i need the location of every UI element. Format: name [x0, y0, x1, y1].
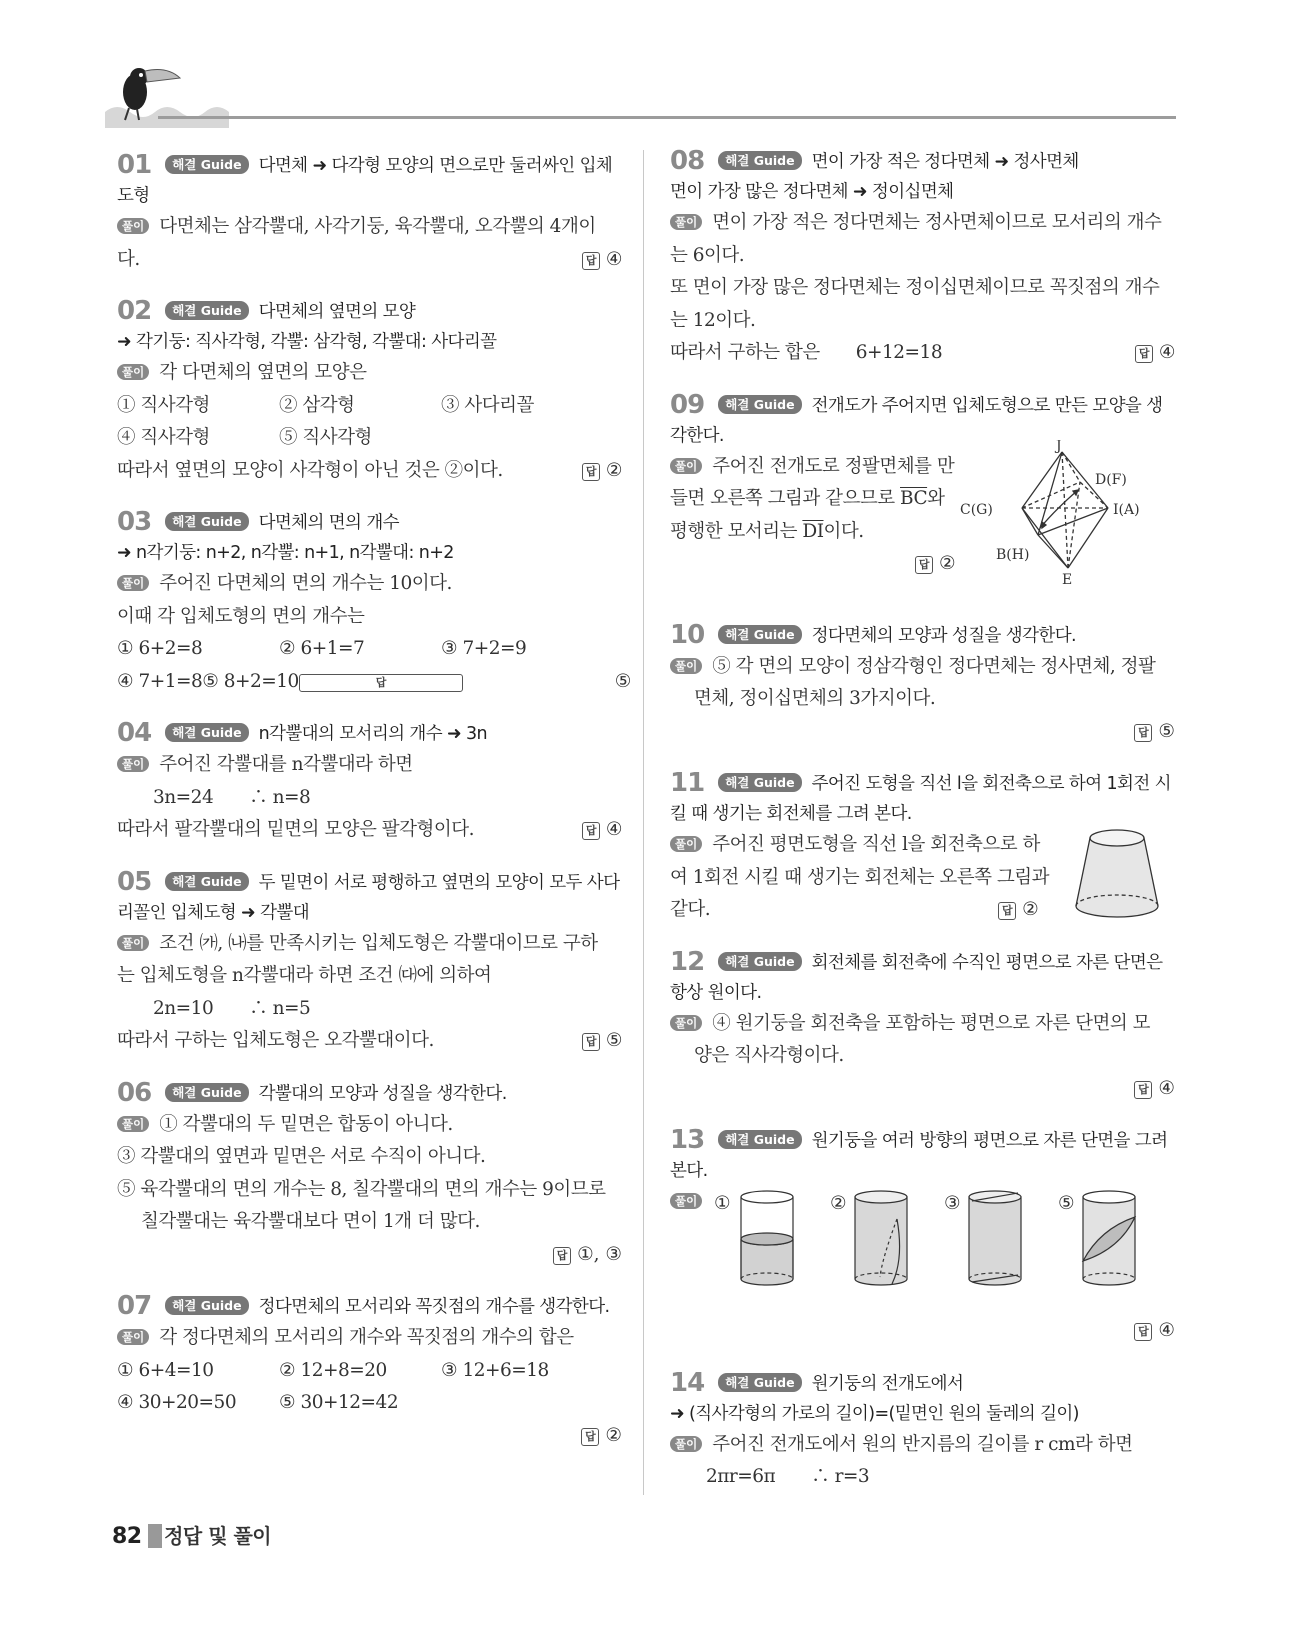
right-column: [670, 146, 1175, 1494]
guide-text: ➜ 각기둥: 직사각형, 각뿔: 삼각형, 각뿔대: 사다리꼴: [117, 332, 497, 352]
solution-badge: 풀이: [117, 364, 149, 380]
answer-value: ④: [1158, 342, 1175, 363]
guide-text: ➜ (직사각형의 가로의 길이)=(밑면인 원의 둘레의 길이): [670, 1403, 1079, 1424]
option-1: ① 직사각형: [117, 394, 210, 416]
vertex-label-df: D(F): [1095, 471, 1127, 488]
solution-text: 다면체는 삼각뿔대, 사각기둥, 육각뿔대, 오각뿔의 4개이: [159, 216, 596, 237]
footer-label: 정답 및 풀이: [148, 1524, 271, 1548]
problem-number: 03: [117, 507, 152, 537]
problem-number: 05: [117, 866, 152, 897]
octahedron-figure: [960, 440, 1175, 600]
guide-text: n각뿔대의 모서리의 개수 ➜ 3n: [258, 724, 488, 744]
guide-text: 다면체의 면의 개수: [258, 513, 399, 533]
problem-number: 10: [670, 619, 705, 650]
solution-text: 주어진 다면체의 면의 개수는 10이다.: [159, 573, 452, 594]
guide-text: 면이 가장 많은 정다면체 ➜ 정이십면체: [670, 182, 954, 202]
guide-badge: 해결 Guide: [718, 773, 801, 792]
solution-text: 면이 가장 적은 정다면체는 정사면체이므로 모서리의 개수: [712, 212, 1162, 233]
solution-text: 는 입체도형을 n각뿔대라 하면 조건 ㈐에 의하여: [117, 965, 492, 986]
answer-icon: 답: [1134, 1081, 1152, 1099]
guide-text: 원기둥을 여러 방향의 평면으로 자른 단면을 그려: [811, 1131, 1168, 1151]
problem-14: [670, 1368, 1175, 1494]
solution-text: 다.: [117, 248, 140, 270]
guide-badge: 해결 Guide: [165, 1296, 248, 1315]
problem-number: 09: [670, 389, 705, 420]
answer-icon: 답: [915, 556, 933, 574]
choice-3-label: ③: [944, 1193, 961, 1214]
answer-icon: 답: [582, 822, 600, 840]
option-2: ② 6+1=7: [279, 638, 365, 659]
problem-08: [670, 146, 1175, 370]
solution-text: 조건 ㈎, ㈏를 만족시키는 입체도형은 각뿔대이므로 구하: [159, 932, 598, 954]
guide-badge: 해결 Guide: [165, 872, 248, 891]
guide-text: 주어진 도형을 직선 l을 회전축으로 하여 1회전 시: [811, 774, 1171, 794]
problem-01: [117, 150, 622, 276]
solution-badge: 풀이: [117, 218, 149, 234]
left-column: [117, 150, 631, 1452]
cylinder-cut-3-figure: [966, 1189, 1026, 1289]
answer-icon: 답: [553, 1247, 571, 1265]
solution-text: 주어진 평면도형을 직선 l을 회전축으로 하: [712, 834, 1040, 855]
solution-text: 는 12이다.: [670, 309, 756, 331]
solution-text: 들면 오른쪽 그림과 같으므로: [670, 488, 895, 509]
vertex-label-j: J: [1056, 439, 1062, 454]
solution-text: 양은 직사각형이다.: [694, 1045, 844, 1066]
solution-text: ④ 원기둥을 회전축을 포함하는 평면으로 자른 단면의 모: [712, 1012, 1151, 1034]
option-2: ② 12+8=20: [279, 1359, 387, 1381]
solution-badge: 풀이: [670, 214, 702, 230]
problem-03: [117, 507, 631, 698]
option-5: ⑤ 30+12=42: [279, 1392, 399, 1413]
problem-number: 14: [670, 1367, 705, 1398]
solution-badge: 풀이: [117, 756, 149, 772]
segment-label: $\overline{DI}$: [802, 520, 824, 542]
solution-text: ① 각뿔대의 두 밑면은 합동이 아니다.: [159, 1113, 453, 1135]
problem-11: [670, 768, 1175, 927]
guide-badge: 해결 Guide: [718, 952, 801, 971]
problem-number: 13: [670, 1125, 705, 1155]
solution-text: ③ 각뿔대의 옆면과 밑면은 서로 수직이 아니다.: [117, 1146, 486, 1167]
answer-value: ⑤: [605, 1030, 622, 1051]
solution-text: 따라서 구하는 합은 6+12=18: [670, 342, 943, 363]
answer-icon: 답: [1135, 345, 1153, 363]
column-divider: [643, 150, 644, 1495]
choice-1-label: ①: [714, 1193, 731, 1214]
problem-12: [670, 947, 1175, 1106]
guide-text: 원기둥의 전개도에서: [811, 1373, 964, 1394]
answer-icon: 답: [581, 1428, 599, 1446]
option-4: ④ 직사각형: [117, 427, 210, 448]
guide-badge: 해결 Guide: [165, 155, 248, 174]
option-4: ④ 7+1=8: [117, 670, 203, 692]
solution-text: 주어진 전개도에서 원의 반지름의 길이를 r cm라 하면: [712, 1433, 1133, 1455]
choice-2-label: ②: [830, 1193, 847, 1214]
guide-text: 각뿔대의 모양과 성질을 생각한다.: [258, 1083, 507, 1104]
page-number: 82: [112, 1524, 142, 1549]
solution-text: 이때 각 입체도형의 면의 개수는: [117, 605, 365, 627]
answer-value: ①, ③: [577, 1243, 622, 1265]
segment-label: $\overline{BC}$: [900, 488, 928, 509]
guide-badge: 해결 Guide: [165, 723, 248, 742]
answer-value: ②: [605, 459, 622, 481]
page-footer: [112, 1520, 271, 1549]
option-5: ⑤ 직사각형: [279, 427, 372, 448]
problem-10: [670, 620, 1175, 749]
solution-text: 평행한 모서리는: [670, 520, 797, 542]
solution-badge: 풀이: [117, 575, 149, 591]
guide-text: 리꼴인 입체도형 ➜ 각뿔대: [117, 902, 310, 923]
solution-text: 따라서 옆면의 모양이 사각형이 아닌 것은 ②이다.: [117, 459, 503, 481]
answer-value: ④: [1158, 1320, 1175, 1341]
problem-number: 12: [670, 946, 705, 977]
vertex-label-e: E: [1062, 571, 1073, 588]
guide-badge: 해결 Guide: [718, 151, 801, 170]
solution-text: 면체, 정이십면체의 3가지이다.: [694, 688, 936, 709]
guide-text: 본다.: [670, 1161, 708, 1181]
problem-number: 02: [117, 296, 152, 326]
solution-text: 주어진 전개도로 정팔면체를 만: [712, 455, 955, 477]
problem-06: [117, 1078, 622, 1272]
solution-text: 따라서 팔각뿔대의 밑면의 모양은 팔각형이다.: [117, 819, 474, 840]
guide-text: ➜ n각기둥: n+2, n각뿔: n+1, n각뿔대: n+2: [117, 543, 454, 563]
solution-text: ⑤ 각 면의 모양이 정삼각형인 정다면체는 정사면체, 정팔: [712, 655, 1156, 677]
problem-09: [670, 390, 1175, 600]
problem-number: 11: [670, 768, 705, 798]
solution-text: 칠각뿔대는 육각뿔대보다 면이 1개 더 많다.: [141, 1211, 480, 1232]
option-1: ① 6+4=10: [117, 1359, 214, 1381]
solution-text: 여 1회전 시킬 때 생기는 회전체는 오른쪽 그림과: [670, 866, 1049, 888]
answer-value: ②: [939, 553, 956, 574]
equation: 3n=24 ∴ n=8: [153, 786, 311, 808]
solution-badge: 풀이: [670, 458, 702, 474]
solution-text: 주어진 각뿔대를 n각뿔대라 하면: [159, 754, 413, 775]
choice-5-label: ⑤: [1058, 1193, 1075, 1214]
guide-text: 다면체 ➜ 다각형 모양의 면으로만 둘러싸인 입체: [258, 156, 613, 176]
option-1: ① 6+2=8: [117, 638, 203, 659]
guide-text: 킬 때 생기는 회전체를 그려 본다.: [670, 804, 912, 824]
solution-badge: 풀이: [670, 836, 702, 852]
answer-icon: 답: [582, 1033, 600, 1051]
frustum-figure: [1070, 826, 1165, 922]
guide-text: 다면체의 옆면의 모양: [258, 302, 416, 322]
guide-badge: 해결 Guide: [718, 1130, 801, 1149]
guide-badge: 해결 Guide: [165, 301, 248, 320]
solution-text: 는 6이다.: [670, 244, 745, 266]
guide-badge: 해결 Guide: [718, 1373, 801, 1392]
solution-badge: 풀이: [670, 1193, 702, 1209]
problem-number: 01: [117, 150, 152, 180]
vertex-label-bh: B(H): [996, 546, 1030, 563]
answer-value: ④: [1158, 1077, 1175, 1099]
guide-text: 면이 가장 적은 정다면체 ➜ 정사면체: [811, 152, 1079, 172]
cylinder-cut-2-figure: [852, 1189, 912, 1289]
answer-icon: 답: [299, 674, 463, 692]
guide-text: 정다면체의 모양과 성질을 생각한다.: [811, 625, 1076, 646]
problem-05: [117, 867, 622, 1058]
problem-number: 08: [670, 146, 705, 176]
answer-icon: 답: [582, 252, 600, 270]
guide-text: 도형: [117, 186, 150, 206]
cylinder-cut-5-figure: [1080, 1189, 1140, 1289]
problem-number: 04: [117, 718, 152, 748]
vertex-label-cg: C(G): [960, 501, 993, 518]
option-3: ③ 7+2=9: [441, 638, 527, 659]
solution-text: ⑤ 육각뿔대의 면의 개수는 8, 칠각뿔대의 면의 개수는 9이므로: [117, 1178, 606, 1200]
solution-text: 각 정다면체의 모서리의 개수와 꼭짓점의 개수의 합은: [159, 1327, 574, 1348]
vertex-label-ia: I(A): [1113, 501, 1140, 518]
solution-badge: 풀이: [117, 1329, 149, 1345]
answer-icon: 답: [998, 902, 1016, 920]
equation: 2πr=6π ∴ r=3: [706, 1466, 870, 1487]
option-2: ② 삼각형: [279, 394, 355, 416]
cylinder-cut-1-figure: [738, 1189, 798, 1289]
guide-badge: 해결 Guide: [718, 395, 801, 414]
solution-badge: 풀이: [670, 658, 702, 674]
solution-badge: 풀이: [117, 935, 149, 951]
answer-value: ⑤: [1158, 720, 1175, 742]
option-4: ④ 30+20=50: [117, 1392, 237, 1413]
answer-value: ⑤: [614, 670, 631, 692]
answer-icon: 답: [582, 463, 600, 481]
guide-badge: 해결 Guide: [165, 1083, 248, 1102]
option-5: ⑤ 8+2=10: [202, 670, 299, 692]
guide-text: 회전체를 회전축에 수직인 평면으로 자른 단면은: [811, 952, 1163, 973]
guide-text: 두 밑면이 서로 평행하고 옆면의 모양이 모두 사다: [258, 872, 620, 893]
guide-badge: 해결 Guide: [718, 625, 801, 644]
answer-icon: 답: [1134, 1323, 1152, 1341]
guide-badge: 해결 Guide: [165, 512, 248, 531]
option-3: ③ 사다리꼴: [441, 394, 534, 416]
equation: 2n=10 ∴ n=5: [153, 997, 311, 1019]
answer-value: ②: [1022, 899, 1039, 920]
solution-badge: 풀이: [670, 1436, 702, 1452]
page-header: [0, 0, 1301, 140]
problem-04: [117, 718, 622, 847]
problem-number: 06: [117, 1077, 152, 1108]
solution-text: 각 다면체의 옆면의 모양은: [159, 362, 367, 383]
option-3: ③ 12+6=18: [441, 1359, 549, 1381]
guide-text: 정다면체의 모서리와 꼭짓점의 개수를 생각한다.: [258, 1297, 610, 1317]
problem-02: [117, 296, 622, 487]
problem-number: 07: [117, 1291, 152, 1321]
solution-text: 또 면이 가장 많은 정다면체는 정이십면체이므로 꼭짓점의 개수: [670, 277, 1160, 298]
solution-text: 같다.: [670, 899, 711, 920]
header-rule: [158, 116, 1176, 119]
solution-text: 이다.: [823, 520, 864, 542]
solution-text: 와: [927, 488, 945, 509]
problem-07: [117, 1291, 622, 1452]
guide-text: 각한다.: [670, 425, 724, 446]
solution-badge: 풀이: [117, 1116, 149, 1132]
solution-text: 따라서 구하는 입체도형은 오각뿔대이다.: [117, 1030, 434, 1051]
answer-value: ④: [605, 819, 622, 840]
guide-text: 전개도가 주어지면 입체도형으로 만든 모양을 생: [811, 395, 1163, 416]
guide-text: 항상 원이다.: [670, 982, 762, 1003]
answer-value: ④: [605, 248, 622, 270]
answer-value: ②: [605, 1424, 622, 1446]
answer-icon: 답: [1134, 724, 1152, 742]
problem-13: [670, 1125, 1175, 1315]
solution-badge: 풀이: [670, 1015, 702, 1031]
